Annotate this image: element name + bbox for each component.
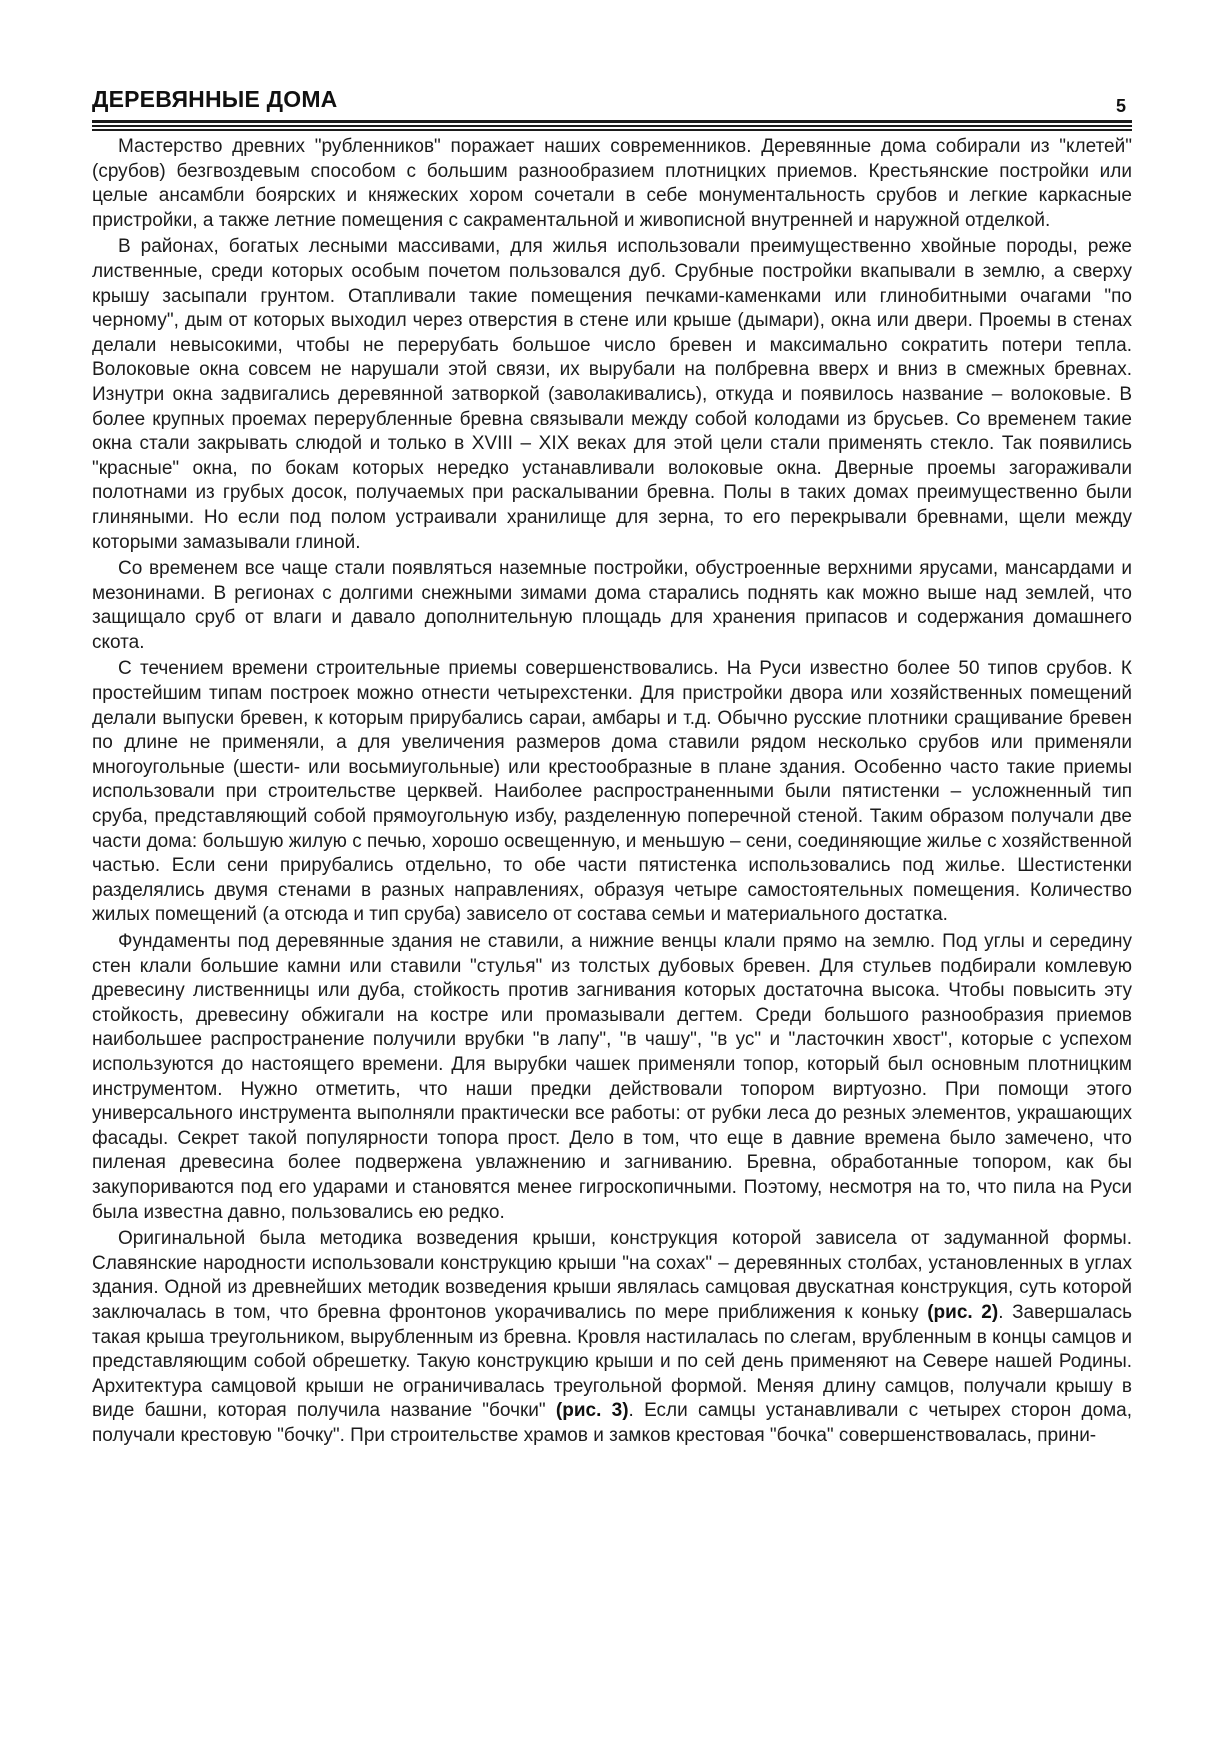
paragraph-text: Оригинальной была методика возведения крыши, конструкция которой зависела от задуманной формы. Славянские народности использовали конструкцию крыши "на сохах" – деревянных столбах, установленных в углах здания. Одной из древнейших методик возведения крыши являлась самцовая двускатная конструкция, суть которой заключалась в том, что бревна фронтонов укорачивались по мере приближения к коньку bbox=[92, 1228, 1132, 1323]
header-rule bbox=[92, 129, 1132, 131]
figure-reference: (рис. 3) bbox=[555, 1400, 629, 1422]
header-rule bbox=[92, 120, 1132, 123]
paragraph: Со временем все чаще стали появляться наземные постройки, обустроенные верхними ярусами, мансардами и мезонинами. В регионах с долгими снежными зимами дома старались поднять как можно выше над землей, что защищало сруб от влаги и давало дополнительную площадь для хранения припасов и содержания домашнего скота. bbox=[92, 558, 1132, 653]
paragraph: С течением времени строительные приемы совершенствовались. На Руси известно более 50 типов срубов. К простейшим типам построек можно отнести четырехстенки. Для пристройки двора или хозяйственных помещений делали выпуски бревен, к которым прирубались сараи, амбары и т.д. Обычно русские плотники сращивание бревен по длине не применяли, а для увеличения размеров дома ставили рядом несколько срубов или применяли многоугольные (шести- или восьмиугольные) или крестообразные в плане здания. Особенно часто такие приемы использовали при строительстве церквей. Наиболее распространенными были пятистенки – усложненный тип сруба, представляющий собой прямоугольную избу, разделенную поперечной стеной. Таким образом получали две части дома: большую жилую с печью, хорошо освещенную, и меньшую – сени, соединяющие жилье с хозяйственной частью. Если сени прирубались отдельно, то обе части пятистенка использовались под жилье. Шестистенки разделялись двумя стенами в разных направлениях, образуя четыре самостоятельных помещения. Количество жилых помещений (а отсюда и тип сруба) зависело от состава семьи и материального достатка. bbox=[92, 658, 1132, 926]
paragraph: В районах, богатых лесными массивами, для жилья использовали преимущественно хвойные породы, реже лиственные, среди которых особым почетом пользовался дуб. Срубные постройки вкапывали в землю, а сверху крышу засыпали грунтом. Отапливали такие помещения печками-каменками или глинобитными очагами "по черному", дым от которых выходил через отверстия в стене или крыше (дымари), окна или двери. Проемы в стенах делали невысокими, чтобы не перерубать большое число бревен и максимально сократить потери тепла. Волоковые окна совсем не нарушали этой связи, их вырубали на полбревна вверх и вниз в смежных бревнах. Изнутри окна задвигались деревянной затворкой (заволакивались), откуда и появилось название – волоковые. В более крупных проемах перерубленные бревна связывали между собой колодами из брусьев. Со временем такие окна стали закрывать слюдой и только в XVIII – XIX веках для этой цели стали применять стекло. Так появились "красные" окна, по бокам которых нередко устанавливали волоковые окна. Дверные проемы загораживали полотнами из грубых досок, получаемых при раскалывании бревна. Полы в таких домах преимущественно были глиняными. Но если под полом устраивали хранилище для зерна, то его перекрывали бревнами, щели между которыми замазывали глиной. bbox=[92, 236, 1132, 553]
figure-reference: (рис. 2) bbox=[927, 1301, 999, 1323]
section-title: ДЕРЕВЯННЫЕ ДОМА bbox=[92, 86, 338, 112]
paragraph: Мастерство древних "рубленников" поражает наших современников. Деревянные дома собирали из "клетей" (срубов) безгвоздевым способом с большим разнообразием плотницких приемов. Крестьянские постройки или целые ансамбли боярских и княжеских хором сочетали в себе монументальность срубов и легкие каркасные пристройки, а также летние помещения с сакраментальной и живописной внутренней и наружной отделкой. bbox=[92, 136, 1132, 231]
paragraph-text: . Если самцы устанавливали с четырех сторон дома, получали крестовую "бочку". При строительстве храмов и замков крестовая "бочка" совершенствовалась, прини- bbox=[92, 1400, 1133, 1446]
article-body bbox=[92, 135, 1132, 1448]
paragraph: Фундаменты под деревянные здания не ставили, а нижние венцы клали прямо на землю. Под углы и середину стен клали большие камни или ставили "стулья" из толстых дубовых бревен. Для стульев подбирали комлевую древесину лиственницы или дуба, стойкость против загнивания которых достаточна высока. Чтобы повысить эту стойкость, древесину обжигали на костре или промазывали дегтем. Среди большого разнообразия приемов наибольшее распространение получили врубки "в лапу", "в чашу", "в ус" и "ласточкин хвост", которые с успехом используются до настоящего времени. Для вырубки чашек применяли топор, который был основным плотницким инструментом. Нужно отметить, что наши предки действовали топором виртуозно. При помощи этого универсального инструмента выполняли практически все работы: от рубки леса до резных элементов, украшающих фасады. Секрет такой популярности топора прост. Дело в том, что еще в давние времена было замечено, что пиленая древесина более подвержена увлажнению и загниванию. Бревна, обработанные топором, как бы закупориваются под его ударами и становятся менее гигроскопичными. Поэтому, несмотря на то, что пила на Руси была известна давно, пользовались ею редко. bbox=[92, 931, 1132, 1223]
header-rule bbox=[92, 125, 1132, 127]
header-rules bbox=[92, 120, 1132, 131]
paragraph bbox=[92, 1227, 1132, 1448]
page-header bbox=[92, 86, 1132, 118]
page bbox=[92, 86, 1132, 1450]
paragraph-text: . Завершалась такая крыша треугольником, вырубленным из бревна. Кровля настилалась по слегам, врубленным в концы самцов и представляющим собой обрешетку. Такую конструкцию крыши и по сей день применяют на Севере нашей Родины. Архитектура самцовой крыши не ограничивалась треугольной формой. Меняя длину самцов, получали крышу в виде башни, которая получила название "бочки" bbox=[92, 1301, 1132, 1422]
page-number: 5 bbox=[1115, 96, 1126, 116]
